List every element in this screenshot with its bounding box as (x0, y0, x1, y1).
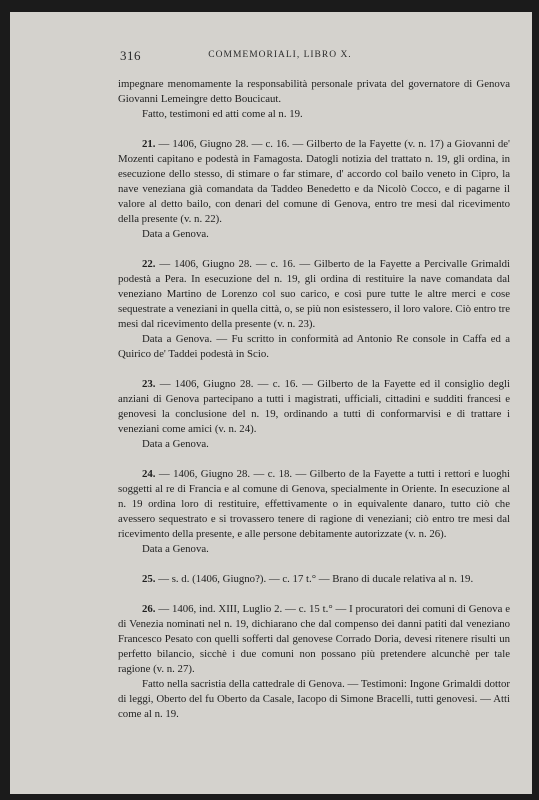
running-title: COMMEMORIALI, LIBRO X. (208, 50, 352, 60)
entry-text: — 1406, Giugno 28. — c. 16. — Gilberto de la Fayette ed il consiglio degli anziani di Genova partecipano a tutti i magistrati, ufficiali, cittadini e sudditi francesi e genovesi la conclusione del n. 19, ordinando a tutti di conformarvisi e di trattare i veneziani come amici (v. n. 24). (118, 378, 510, 435)
entry-26 (118, 602, 510, 722)
entry-closing: Data a Genova. (142, 228, 209, 240)
intro-closing: Fatto, testimoni ed atti come al n. 19. (142, 108, 303, 120)
entry-text: — 1406, Giugno 28. — c. 18. — Gilberto de la Fayette a tutti i rettori e luoghi soggetti al re di Francia e al comune di Genova, specialmente in Oriente. In esecuzione al n. 19 ordina loro di restituire, effettivamente o in equivalente danaro, tutto ciò che avessero sequestrato e si trovassero tenere di ragione di veneziani; ciò entro tre mesi dal ricevimento della presente, e alle persone debitamente autorizzate (v. n. 26). (118, 468, 510, 540)
entry-number: 26. (142, 603, 156, 615)
entry-21 (118, 137, 510, 242)
entry-closing: Data a Genova. (142, 543, 209, 555)
entry-text: — 1406, Giugno 28. — c. 16. — Gilberto de la Fayette a Percivalle Grimaldi podestà a Pera. In esecuzione del n. 19, gli ordina di restituire la nave comandata dal veneziano Martino de Lorenzo col suo carico, e così pure tutte le altre merci e cose sequestrate a veneziani in quella città, o, se più non esistessero, il loro valore. Ciò entro tre mesi dal ricevimento della presente (v. n. 23). (118, 258, 510, 330)
intro-paragraph: impegnare menomamente la responsabilità personale privata del governatore di Genova Giovanni Lemeingre detto Boucicaut. (118, 78, 510, 105)
entry-number: 21. (142, 138, 156, 150)
entry-number: 25. (142, 573, 156, 585)
entry-number: 24. (142, 468, 156, 480)
entry-closing: Data a Genova. (142, 438, 209, 450)
entry-paragraph (118, 257, 510, 332)
entry-paragraph (118, 572, 510, 587)
entry-paragraph (118, 137, 510, 227)
page-body (118, 77, 510, 722)
entry-23 (118, 377, 510, 452)
page-number: 316 (120, 48, 141, 63)
entry-text: — s. d. (1406, Giugno?). — c. 17 t.° — Brano di ducale relativa al n. 19. (155, 573, 474, 585)
entry-number: 22. (142, 258, 156, 270)
entry-24 (118, 467, 510, 557)
entry-text: — 1406, Giugno 28. — c. 16. — Gilberto de la Fayette (v. n. 17) a Giovanni de' Mozenti capitano e podestà in Famagosta. Datogli notizia del trattato n. 19, gli ordina, in esecuzione dello stesso, di stimare o far stimare, d' accordo col bailo veneto in Cipro, la nave veneziana già comandata da Taddeo Benedetto e da Nicolò Cocco, e di pagarne il valore al detto bailo, con denari del comune di Genova, entro tre mesi dal ricevimento della presente (v. n. 22). (118, 138, 510, 225)
page-header (10, 48, 532, 64)
entry-paragraph (118, 602, 510, 677)
entry-closing: Fatto nella sacristia della cattedrale di Genova. — Testimoni: Ingone Grimaldi dottor di leggi, Oberto del fu Oberto da Casale, Iacopo di Simone Bracelli, tutti genovesi. — Atti come al n. 19. (118, 678, 510, 720)
entry-22 (118, 257, 510, 362)
entry-closing: Data a Genova. — Fu scritto in conformità ad Antonio Re console in Caffa ed a Quirico de' Taddei podestà in Scio. (118, 333, 510, 360)
entry-number: 23. (142, 378, 156, 390)
entry-paragraph (118, 467, 510, 542)
entry-text: — 1406, ind. XIII, Luglio 2. — c. 15 t.° — I procuratori dei comuni di Genova e di Venezia nominati nel n. 19, dichiarano che dal compenso dei danni patiti dal veneziano Francesco Pesato con quelli sofferti dal genovese Corrado Doria, devesi ritenere risulti un perfetto bilancio, sicchè i due comuni non possano più pretendere alcunchè per tale ragione (v. n. 27). (118, 603, 510, 675)
book-page (10, 12, 532, 794)
entry-paragraph (118, 377, 510, 437)
entry-25 (118, 572, 510, 587)
